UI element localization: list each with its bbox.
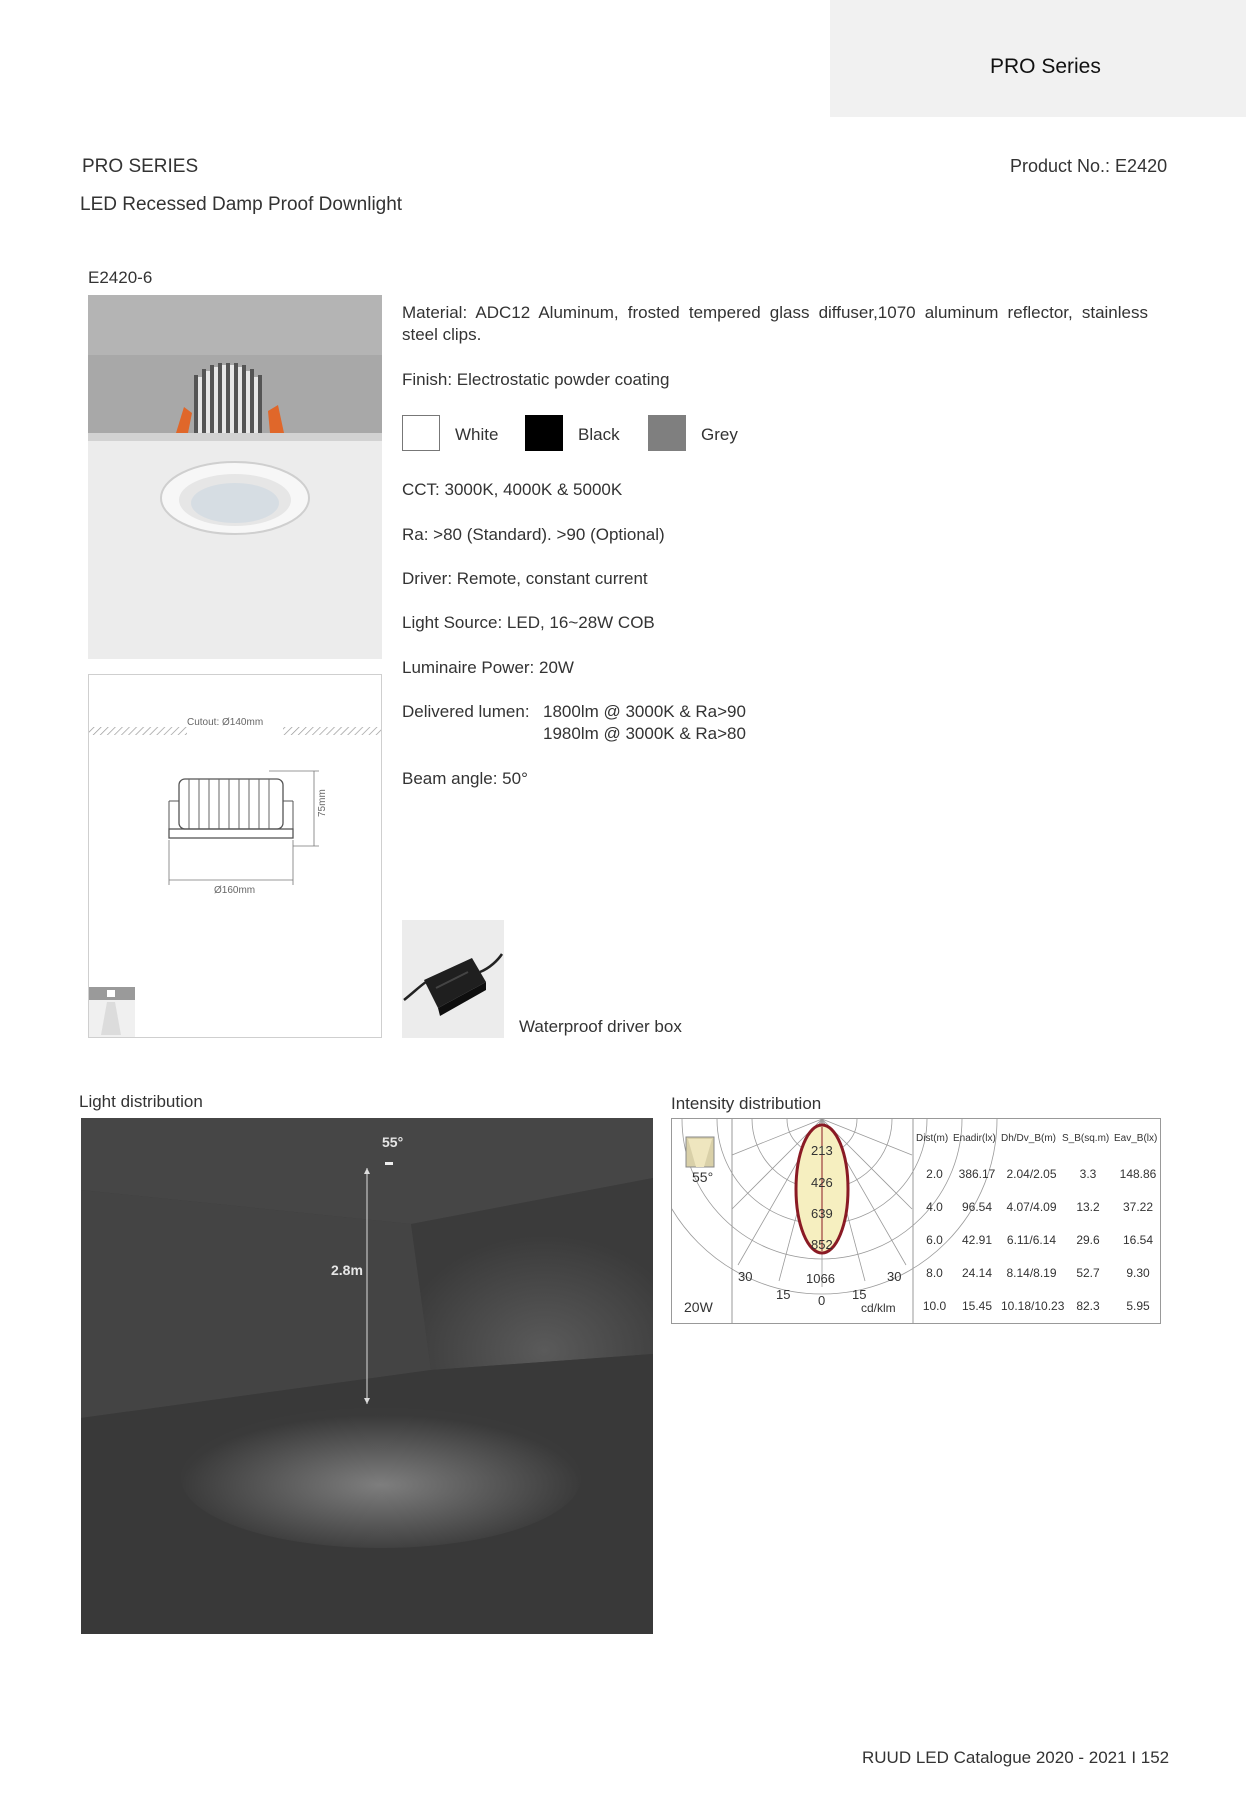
- product-photo: [88, 295, 382, 659]
- intensity-table-header: [916, 1133, 1161, 1157]
- table-cell: 96.54: [961, 1199, 993, 1214]
- swatch-black: [525, 415, 563, 451]
- table-cell: 15.45: [961, 1298, 993, 1313]
- table-cell: 386.17: [958, 1166, 996, 1181]
- swatch-grey: [648, 415, 686, 451]
- table-cell: 82.3: [1076, 1298, 1100, 1313]
- table-cell: 10.18/10.23: [1001, 1298, 1065, 1313]
- spec-ra: Ra: >80 (Standard). >90 (Optional): [402, 525, 665, 544]
- spec-lumen-2: 1980lm @ 3000K & Ra>80: [543, 724, 746, 743]
- model-label: E2420-6: [88, 268, 153, 287]
- light-distribution-angle: 55°: [382, 1134, 404, 1150]
- polar-value-426: 426: [811, 1175, 833, 1190]
- table-cell: 10.0: [922, 1298, 947, 1313]
- polar-value-852: 852: [811, 1237, 833, 1252]
- spec-cct: CCT: 3000K, 4000K & 5000K: [402, 480, 623, 499]
- header-s-b: S_B(sq.m): [1062, 1133, 1110, 1144]
- table-cell: 16.54: [1122, 1232, 1154, 1247]
- table-row: [916, 1157, 1161, 1190]
- driver-box-caption: Waterproof driver box: [519, 1017, 682, 1036]
- intensity-table: [916, 1133, 1161, 1322]
- table-cell: 3.3: [1079, 1166, 1097, 1181]
- table-cell: 37.22: [1122, 1199, 1154, 1214]
- spec-material: Material: ADC12 Aluminum, frosted tempered glass diffuser,1070 aluminum reflector, stainless steel clips.: [402, 303, 1148, 344]
- header-dh-dv: Dh/Dv_B(m): [1001, 1133, 1057, 1144]
- header-eav: Eav_B(lx): [1114, 1133, 1158, 1144]
- series-tab: [830, 0, 1246, 117]
- polar-value-213: 213: [811, 1143, 833, 1158]
- spec-power: Luminaire Power: 20W: [402, 658, 574, 677]
- intensity-power: 20W: [684, 1299, 713, 1315]
- table-cell: 2.04/2.05: [1006, 1166, 1057, 1181]
- table-cell: 6.11/6.14: [1006, 1232, 1057, 1247]
- light-distribution-render: [81, 1118, 653, 1634]
- table-row: [916, 1190, 1161, 1223]
- table-row: [916, 1256, 1161, 1289]
- driver-box-photo: [402, 920, 504, 1038]
- polar-angle-0: 0: [818, 1293, 826, 1308]
- swatch-white-label: White: [455, 425, 499, 444]
- polar-angle-30-right: 30: [887, 1269, 902, 1284]
- table-cell: 4.0: [926, 1199, 943, 1214]
- page-footer: RUUD LED Catalogue 2020 - 2021 I 152: [862, 1748, 1170, 1767]
- swatch-black-label: Black: [578, 425, 620, 444]
- spec-driver: Driver: Remote, constant current: [402, 569, 648, 588]
- spec-beam-angle: Beam angle: 50°: [402, 769, 528, 788]
- product-subtitle: LED Recessed Damp Proof Downlight: [80, 194, 403, 215]
- table-cell: 9.30: [1126, 1265, 1150, 1280]
- swatch-white: [402, 415, 440, 451]
- spec-lumen-1: 1800lm @ 3000K & Ra>90: [543, 702, 746, 721]
- light-distribution-height: 2.8m: [331, 1262, 363, 1278]
- table-cell: 24.14: [961, 1265, 993, 1280]
- table-cell: 29.6: [1076, 1232, 1100, 1247]
- diameter-dimension: Ø160mm: [214, 885, 256, 896]
- polar-angle-30-left: 30: [738, 1269, 753, 1284]
- intensity-diagram: [671, 1118, 1161, 1324]
- table-cell: 13.2: [1076, 1199, 1100, 1214]
- product-number: Product No.: E2420: [1010, 156, 1168, 176]
- table-cell: 4.07/4.09: [1006, 1199, 1057, 1214]
- table-cell: 2.0: [926, 1166, 943, 1181]
- header-enadir: Enadir(lx): [953, 1133, 996, 1144]
- height-dimension: 75mm: [317, 789, 328, 817]
- series-tab-label: PRO Series: [990, 55, 1101, 78]
- spec-light-source: Light Source: LED, 16~28W COB: [402, 613, 655, 632]
- table-cell: 148.86: [1119, 1166, 1157, 1181]
- table-cell: 8.14/8.19: [1006, 1265, 1057, 1280]
- polar-angle-15-right: 15: [852, 1287, 867, 1302]
- table-cell: 52.7: [1076, 1265, 1100, 1280]
- table-cell: 8.0: [926, 1265, 943, 1280]
- table-cell: 5.95: [1126, 1298, 1150, 1313]
- table-row: [916, 1223, 1161, 1256]
- table-cell: 42.91: [961, 1232, 993, 1247]
- light-distribution-heading: Light distribution: [79, 1092, 203, 1111]
- polar-value-639: 639: [811, 1206, 833, 1221]
- intensity-unit: cd/klm: [861, 1301, 896, 1315]
- table-cell: 6.0: [926, 1232, 943, 1247]
- swatch-grey-label: Grey: [701, 425, 738, 444]
- cutout-label: Cutout: Ø140mm: [187, 717, 264, 728]
- dimension-drawing: [88, 674, 382, 1038]
- intensity-angle: 55°: [692, 1169, 714, 1185]
- header-dist: Dist(m): [916, 1133, 949, 1144]
- intensity-heading: Intensity distribution: [671, 1094, 822, 1113]
- spec-lumen-label: Delivered lumen:: [402, 702, 530, 721]
- spec-finish: Finish: Electrostatic powder coating: [402, 370, 670, 389]
- polar-value-1066: 1066: [806, 1271, 835, 1286]
- series-title: PRO SERIES: [82, 156, 199, 177]
- polar-angle-15-left: 15: [776, 1287, 791, 1302]
- table-row: [916, 1289, 1161, 1322]
